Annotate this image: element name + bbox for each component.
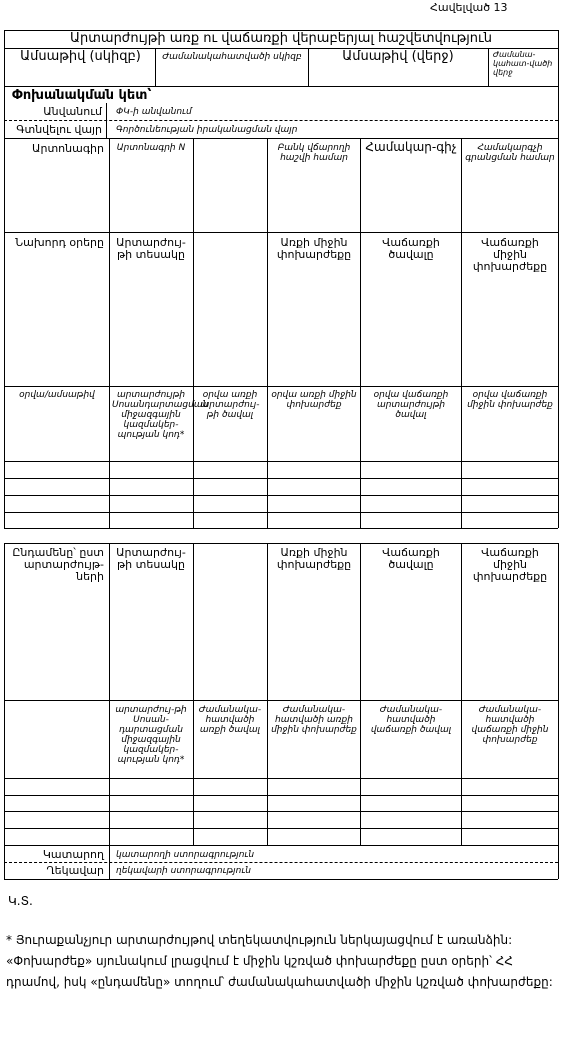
cell-avg-sale-rate: Վաճառքի միջին փոխարժեքը [472, 236, 548, 273]
stamp-label: Կ.Տ. [8, 894, 33, 908]
cell-total-avg-buy-rate: Առքի միջին փոխարժեքը [276, 546, 352, 571]
cell-day-buy-volume: օրվա առքի արտարժույ-թի ծավալ [200, 390, 260, 420]
name-label: Անվանում [43, 105, 102, 118]
cell-iso-code: արտարժույթի Սոսանդարտացման միջազգային կազմակեր-պության կոդ* [112, 390, 209, 440]
cell-period-avg-buy: Ժամանակա-հատվածի առքի միջին փոխարժեք [271, 705, 357, 735]
cell-previous-days: Նախորդ օրերը [15, 236, 104, 249]
period-end-note: Ժամանա-կահատ-վածի վերջ [493, 50, 553, 77]
cashier-signature-note: կատարողի ստորագրություն [116, 850, 255, 860]
report-title: Արտարժույթի առք ու վաճառքի վերաբերյալ հաշվետվություն [70, 31, 492, 46]
period-start-note: Ժամանակահատվածի սկիզբ [162, 52, 302, 62]
cell-sale-volume: Վաճառքի ծավալը [382, 236, 440, 261]
period-end-label: Ամսաթիվ (վերջ) [342, 49, 454, 64]
appendix-label: Հավելված 13 [430, 1, 508, 14]
period-start-label: Ամսաթիվ (սկիզբ) [20, 49, 141, 64]
head-signature-note: ղեկավարի ստորագրություն [116, 866, 251, 876]
cell-total-sale-volume: Վաճառքի ծավալը [382, 546, 440, 571]
cell-total-by-currency: Ընդամենը՝ ըստ արտարժույթ-ների [12, 546, 104, 583]
cell-period-avg-sale: Ժամանակա-հատվածի վաճառքի միջին փոխարժեք [471, 705, 549, 745]
cell-day-date: օրվա/ամսաթիվ [19, 390, 95, 400]
cell-day-sale-volume: օրվա վաճառքի արտարժույթի ծավալ [373, 390, 449, 420]
location-label: Գտնվելու վայր [16, 123, 102, 136]
cell-currency-type: Արտարժույ-թի տեսակը [116, 236, 186, 261]
footnote: * Յուրաքանչյուր արտարժույթով տեղեկատվություն ներկայացվում է առանձին: «Փոխարժեք» սյունակում լրացվում է միջին կշռված փոխարժեքը ըստ օրերի՝ ՀՀ դրամով, իսկ «ընդամենը» տողում՝ ժամանակահատվածի միջին կշռված փոխարժեքը: [6, 933, 553, 989]
cell-computer: Համակար-գիչ [365, 140, 457, 154]
cell-total-iso-code: արտարժույ-թի Սոսան-դարտացման միջազգային կազմակեր-պության կոդ* [115, 705, 187, 765]
cell-bank-account: Բանկ վճարողի հաշվի համար [277, 143, 351, 163]
cell-day-avg-sale: օրվա վաճառքի միջին փոխարժեք [467, 390, 553, 410]
cell-period-sale-volume: Ժամանակա-հատվածի վաճառքի ծավալ [370, 705, 452, 735]
cell-total-currency-type: Արտարժույ-թի տեսակը [116, 546, 186, 571]
cashier-label: Կատարող [42, 848, 104, 861]
cell-avg-buy-rate: Առքի միջին փոխարժեքը [276, 236, 352, 261]
cell-period-buy-volume: Ժամանակա-հատվածի առքի ծավալ [198, 705, 262, 735]
name-note: ՓԿ-ի անվանում [116, 107, 192, 117]
head-label: Ղեկավար [46, 864, 104, 877]
cell-license: Արտոնագիր [32, 142, 104, 155]
cell-computer-reg-number: Համակարգչի գրանցման համար [465, 143, 555, 163]
cell-day-avg-buy: օրվա առքի միջին փոխարժեք [271, 390, 357, 410]
exchange-point-heading: Փոխանակման կետ՝ [12, 88, 152, 103]
location-note: Գործունեության իրականացման վայր [116, 125, 298, 135]
cell-total-avg-sale-rate: Վաճառքի միջին փոխարժեքը [472, 546, 548, 583]
cell-license-number: Արտոնագրի N [116, 143, 186, 153]
